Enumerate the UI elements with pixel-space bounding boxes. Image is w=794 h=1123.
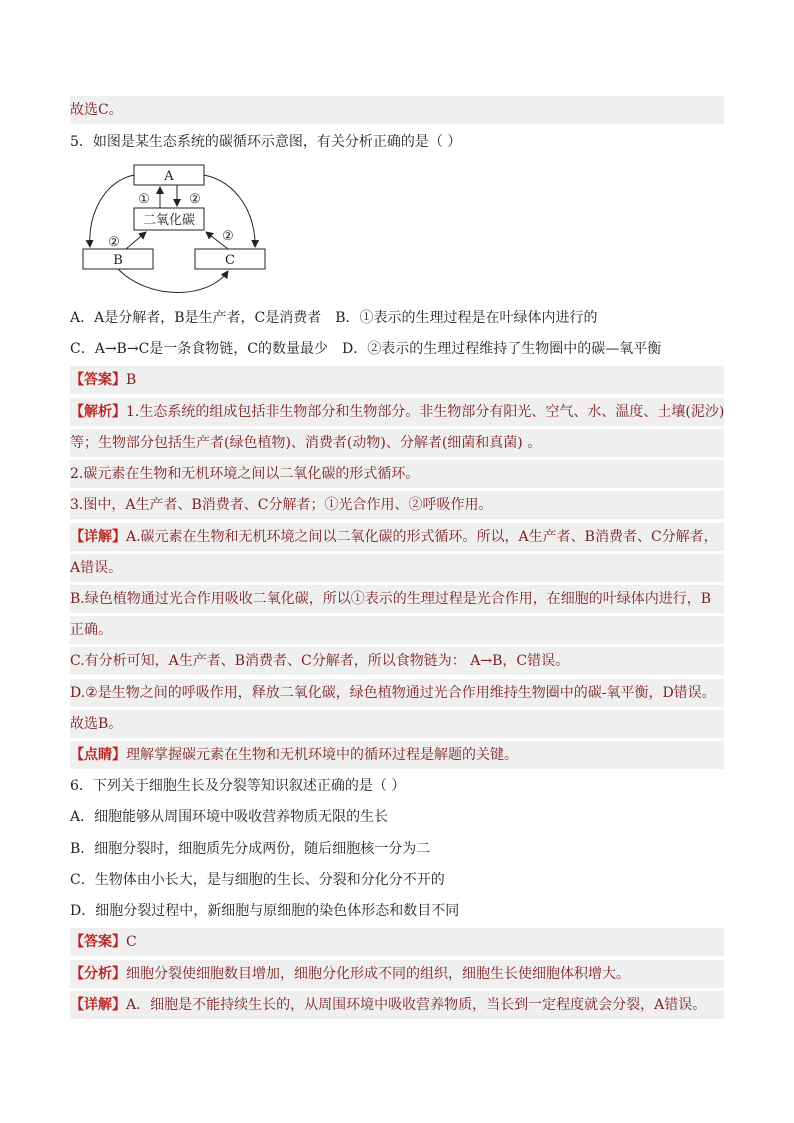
- q6-detail: [70, 991, 724, 1019]
- q6-option-a: A．细胞能够从周围环境中吸收营养物质无限的生长: [70, 809, 389, 825]
- mark-2-label: ②: [108, 235, 120, 250]
- comment-tag: 【点睛】: [70, 747, 126, 763]
- q6-analysis: [70, 960, 724, 988]
- q6-stem: 6．下列关于细胞生长及分裂等知识叙述正确的是（ ）: [70, 778, 406, 794]
- detail-tag: 【详解】: [70, 529, 126, 545]
- analysis-text: 细胞分裂使细胞数目增加，细胞分化形成不同的组织，细胞生长使细胞体积增大。: [126, 966, 630, 982]
- node-co2-label: 二氧化碳: [142, 213, 196, 228]
- q6-option-d: D．细胞分裂过程中，新细胞与原细胞的染色体形态和数目不同: [70, 903, 460, 919]
- answer-value: B: [126, 372, 137, 388]
- analysis-tag: 【分析】: [70, 966, 126, 982]
- q5-answer: [70, 366, 724, 394]
- q5-options-ab: [70, 304, 724, 332]
- carbon-cycle-diagram: [78, 160, 278, 300]
- detail-tag: 【详解】: [70, 997, 126, 1013]
- node-b-label: B: [113, 253, 123, 268]
- q5-stem: 5．如图是某生态系统的碳循环示意图，有关分析正确的是（ ）: [70, 134, 462, 150]
- q6-option-b: B．细胞分裂时，细胞质先分成两份，随后细胞核一分为二: [70, 841, 431, 857]
- answer-tag: 【答案】: [70, 934, 126, 950]
- q5-detail-line-2: A错误。: [70, 554, 724, 582]
- analysis-tag: 【解析】: [70, 404, 126, 420]
- q5-analysis-line-3: 2.碳元素在生物和无机环境之间以二氧化碳的形式循环。: [70, 460, 724, 488]
- detail-text: A．细胞是不能持续生长的，从周围环境中吸收营养物质，当长到一定程度就会分裂，A错误。: [126, 997, 707, 1013]
- q5-option-a: A．A是分解者，B是生产者，C是消费者: [70, 310, 322, 326]
- comment-text: 理解掌握碳元素在生物和无机环境中的循环过程是解题的关键。: [126, 747, 518, 763]
- arrow-b-to-c: [118, 269, 228, 293]
- detail-text: A.碳元素在生物和无机环境之间以二氧化碳的形式循环。所以，A生产者、B消费者、C分解者，: [126, 529, 718, 545]
- q5-detail-line-5: C.有分析可知，A生产者、B消费者、C分解者，所以食物链为： A→B，C错误。: [70, 647, 724, 675]
- node-a-label: A: [164, 169, 174, 184]
- analysis-text: 1.生态系统的组成包括非生物部分和生物部分。非生物部分有阳光、空气、水、温度、土壤(泥沙): [126, 404, 724, 420]
- q5-detail-line-4: 正确。: [70, 616, 724, 644]
- mark-2-label: ②: [189, 192, 201, 207]
- mark-2-label: ②: [222, 229, 234, 244]
- q5-analysis-line-2: 等；生物部分包括生产者(绿色植物)、消费者(动物)、分解者(细菌和真菌) 。: [70, 429, 724, 457]
- node-c-label: C: [225, 253, 235, 268]
- q6-answer: [70, 928, 724, 956]
- q5-options-cd: [70, 335, 724, 363]
- q5-analysis-line-1: [70, 398, 724, 426]
- q6-option-c: C．生物体由小长大，是与细胞的生长、分裂和分化分不开的: [70, 872, 445, 888]
- q5-conclusion: 故选B。: [70, 710, 724, 738]
- q5-option-d: D．②表示的生理过程维持了生物圈中的碳—氧平衡: [342, 341, 662, 357]
- answer-tag: 【答案】: [70, 372, 126, 388]
- q5-detail-line-1: [70, 523, 724, 551]
- mark-1-label: ①: [138, 192, 150, 207]
- q5-detail-line-3: B.绿色植物通过光合作用吸收二氧化碳，所以①表示的生理过程是光合作用，在细胞的叶绿体内进行，B: [70, 585, 724, 613]
- answer-value: C: [126, 934, 137, 950]
- q5-analysis-line-4: 3.图中，A生产者、B消费者、C分解者；①光合作用、②呼吸作用。: [70, 491, 724, 519]
- previous-conclusion: 故选C。: [70, 96, 724, 124]
- q5-comment: [70, 741, 724, 769]
- q5-option-b: B．①表示的生理过程是在叶绿体内进行的: [335, 310, 598, 326]
- arrow-b-to-co2: [126, 232, 146, 249]
- q5-detail-line-6: D.②是生物之间的呼吸作用，释放二氧化碳，绿色植物通过光合作用维持生物圈中的碳-氧平衡，D错误。: [70, 679, 724, 707]
- q5-option-c: C．A→B→C是一条食物链，C的数量最少: [70, 341, 328, 357]
